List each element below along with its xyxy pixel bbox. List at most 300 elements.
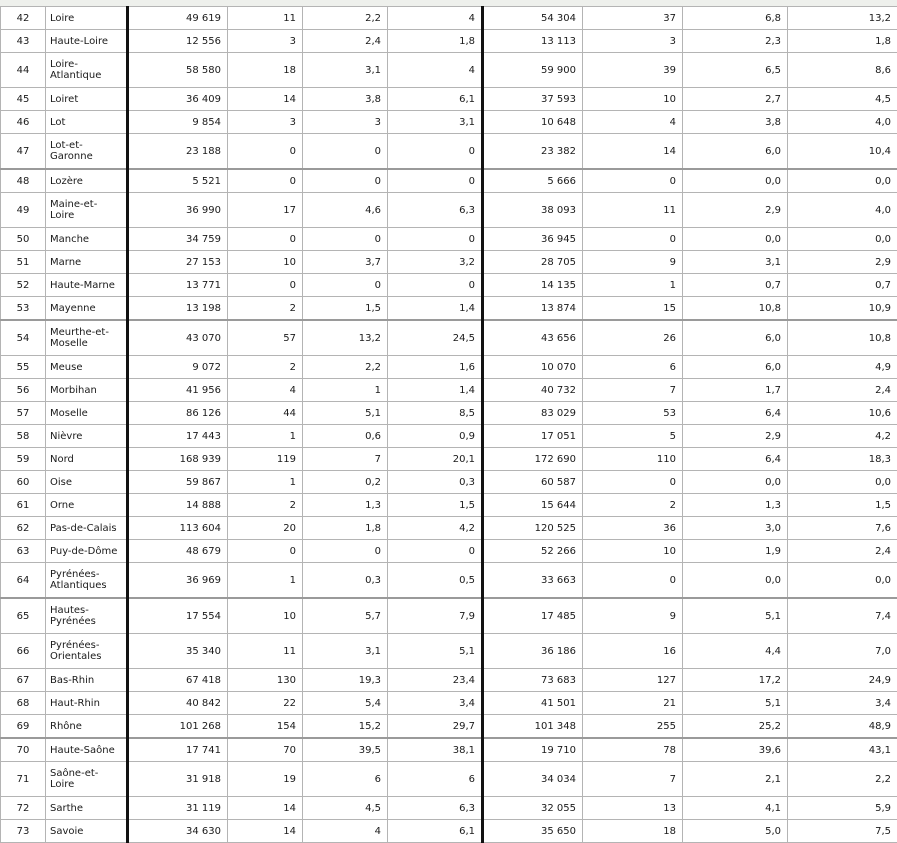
count-b-cell: 36 bbox=[583, 517, 683, 540]
rate-a2-cell: 6,3 bbox=[388, 797, 483, 820]
value-b-cell: 10 070 bbox=[483, 356, 583, 379]
rate-b2-cell: 2,2 bbox=[788, 762, 897, 797]
rate-a-cell: 1,3 bbox=[303, 494, 388, 517]
value-a-cell: 59 867 bbox=[128, 471, 228, 494]
table-row bbox=[1, 356, 897, 379]
rate-a2-cell: 0 bbox=[388, 274, 483, 297]
rate-b-cell: 17,2 bbox=[683, 669, 788, 692]
dept-name-cell: Meuse bbox=[46, 356, 128, 379]
value-a-cell: 36 990 bbox=[128, 193, 228, 228]
value-b-cell: 17 051 bbox=[483, 425, 583, 448]
rate-b2-cell: 13,2 bbox=[788, 7, 897, 30]
rate-a2-cell: 6,1 bbox=[388, 88, 483, 111]
value-a-cell: 40 842 bbox=[128, 692, 228, 715]
rate-a-cell: 0 bbox=[303, 134, 388, 170]
count-b-cell: 16 bbox=[583, 634, 683, 669]
rate-a2-cell: 6,3 bbox=[388, 193, 483, 228]
dept-code-cell: 58 bbox=[1, 425, 46, 448]
rate-b2-cell: 4,5 bbox=[788, 88, 897, 111]
dept-name-cell: Saône-et-Loire bbox=[46, 762, 128, 797]
value-a-cell: 36 969 bbox=[128, 563, 228, 599]
value-a-cell: 23 188 bbox=[128, 134, 228, 170]
table-row bbox=[1, 669, 897, 692]
dept-name-cell: Mayenne bbox=[46, 297, 128, 321]
table-row bbox=[1, 251, 897, 274]
rate-b-cell: 6,8 bbox=[683, 7, 788, 30]
count-b-cell: 0 bbox=[583, 228, 683, 251]
count-a-cell: 20 bbox=[228, 517, 303, 540]
rate-a2-cell: 7,9 bbox=[388, 598, 483, 634]
count-b-cell: 9 bbox=[583, 598, 683, 634]
rate-a2-cell: 1,5 bbox=[388, 494, 483, 517]
value-b-cell: 120 525 bbox=[483, 517, 583, 540]
table-row bbox=[1, 193, 897, 228]
rate-a-cell: 4,5 bbox=[303, 797, 388, 820]
value-a-cell: 14 888 bbox=[128, 494, 228, 517]
count-a-cell: 0 bbox=[228, 169, 303, 193]
value-b-cell: 40 732 bbox=[483, 379, 583, 402]
rate-b2-cell: 48,9 bbox=[788, 715, 897, 739]
value-b-cell: 73 683 bbox=[483, 669, 583, 692]
count-b-cell: 15 bbox=[583, 297, 683, 321]
value-b-cell: 13 113 bbox=[483, 30, 583, 53]
table-body bbox=[1, 7, 897, 843]
rate-a2-cell: 0 bbox=[388, 540, 483, 563]
rate-a2-cell: 1,4 bbox=[388, 297, 483, 321]
dept-code-cell: 71 bbox=[1, 762, 46, 797]
rate-a-cell: 3,7 bbox=[303, 251, 388, 274]
dept-name-cell: Loire bbox=[46, 7, 128, 30]
count-a-cell: 22 bbox=[228, 692, 303, 715]
count-b-cell: 255 bbox=[583, 715, 683, 739]
count-b-cell: 7 bbox=[583, 379, 683, 402]
value-a-cell: 27 153 bbox=[128, 251, 228, 274]
count-b-cell: 26 bbox=[583, 320, 683, 356]
rate-a-cell: 4,6 bbox=[303, 193, 388, 228]
dept-code-cell: 45 bbox=[1, 88, 46, 111]
rate-a-cell: 15,2 bbox=[303, 715, 388, 739]
rate-b2-cell: 7,4 bbox=[788, 598, 897, 634]
dept-code-cell: 65 bbox=[1, 598, 46, 634]
dept-code-cell: 63 bbox=[1, 540, 46, 563]
table-row bbox=[1, 738, 897, 762]
rate-b2-cell: 4,0 bbox=[788, 193, 897, 228]
dept-code-cell: 46 bbox=[1, 111, 46, 134]
dept-name-cell: Oise bbox=[46, 471, 128, 494]
value-a-cell: 17 741 bbox=[128, 738, 228, 762]
count-a-cell: 14 bbox=[228, 88, 303, 111]
rate-b2-cell: 1,5 bbox=[788, 494, 897, 517]
dept-name-cell: Lot bbox=[46, 111, 128, 134]
rate-b2-cell: 1,8 bbox=[788, 30, 897, 53]
count-a-cell: 119 bbox=[228, 448, 303, 471]
value-b-cell: 17 485 bbox=[483, 598, 583, 634]
rate-a2-cell: 5,1 bbox=[388, 634, 483, 669]
rate-b2-cell: 10,8 bbox=[788, 320, 897, 356]
dept-name-cell: Pyrénées-Atlantiques bbox=[46, 563, 128, 599]
value-b-cell: 41 501 bbox=[483, 692, 583, 715]
rate-a-cell: 3,1 bbox=[303, 53, 388, 88]
count-a-cell: 0 bbox=[228, 134, 303, 170]
dept-name-cell: Maine-et-Loire bbox=[46, 193, 128, 228]
rate-b2-cell: 2,4 bbox=[788, 540, 897, 563]
rate-b-cell: 0,0 bbox=[683, 228, 788, 251]
count-b-cell: 10 bbox=[583, 88, 683, 111]
rate-b2-cell: 4,2 bbox=[788, 425, 897, 448]
count-b-cell: 18 bbox=[583, 820, 683, 843]
dept-code-cell: 66 bbox=[1, 634, 46, 669]
count-b-cell: 11 bbox=[583, 193, 683, 228]
rate-a2-cell: 20,1 bbox=[388, 448, 483, 471]
rate-a2-cell: 0 bbox=[388, 134, 483, 170]
dept-name-cell: Orne bbox=[46, 494, 128, 517]
rate-a2-cell: 38,1 bbox=[388, 738, 483, 762]
count-a-cell: 11 bbox=[228, 7, 303, 30]
value-b-cell: 36 186 bbox=[483, 634, 583, 669]
rate-b-cell: 0,0 bbox=[683, 169, 788, 193]
dept-code-cell: 52 bbox=[1, 274, 46, 297]
rate-b-cell: 0,7 bbox=[683, 274, 788, 297]
value-a-cell: 113 604 bbox=[128, 517, 228, 540]
rate-a-cell: 6 bbox=[303, 762, 388, 797]
count-a-cell: 1 bbox=[228, 563, 303, 599]
rate-b2-cell: 10,6 bbox=[788, 402, 897, 425]
count-a-cell: 4 bbox=[228, 379, 303, 402]
rate-b-cell: 10,8 bbox=[683, 297, 788, 321]
count-a-cell: 1 bbox=[228, 425, 303, 448]
rate-b-cell: 5,1 bbox=[683, 598, 788, 634]
value-a-cell: 5 521 bbox=[128, 169, 228, 193]
rate-b2-cell: 0,0 bbox=[788, 471, 897, 494]
dept-name-cell: Hautes-Pyrénées bbox=[46, 598, 128, 634]
count-b-cell: 0 bbox=[583, 169, 683, 193]
rate-b-cell: 1,7 bbox=[683, 379, 788, 402]
value-b-cell: 13 874 bbox=[483, 297, 583, 321]
rate-b2-cell: 4,9 bbox=[788, 356, 897, 379]
rate-b2-cell: 10,4 bbox=[788, 134, 897, 170]
dept-code-cell: 49 bbox=[1, 193, 46, 228]
dept-code-cell: 72 bbox=[1, 797, 46, 820]
rate-a-cell: 13,2 bbox=[303, 320, 388, 356]
value-a-cell: 17 554 bbox=[128, 598, 228, 634]
value-a-cell: 48 679 bbox=[128, 540, 228, 563]
table-row bbox=[1, 471, 897, 494]
dept-code-cell: 47 bbox=[1, 134, 46, 170]
table-row bbox=[1, 228, 897, 251]
rate-a-cell: 1,5 bbox=[303, 297, 388, 321]
table-row bbox=[1, 797, 897, 820]
dept-code-cell: 57 bbox=[1, 402, 46, 425]
value-a-cell: 13 771 bbox=[128, 274, 228, 297]
value-a-cell: 43 070 bbox=[128, 320, 228, 356]
count-b-cell: 10 bbox=[583, 540, 683, 563]
value-a-cell: 34 759 bbox=[128, 228, 228, 251]
rate-a-cell: 1 bbox=[303, 379, 388, 402]
rate-b2-cell: 8,6 bbox=[788, 53, 897, 88]
count-a-cell: 18 bbox=[228, 53, 303, 88]
count-b-cell: 6 bbox=[583, 356, 683, 379]
value-a-cell: 31 119 bbox=[128, 797, 228, 820]
value-b-cell: 5 666 bbox=[483, 169, 583, 193]
rate-b-cell: 2,3 bbox=[683, 30, 788, 53]
table-row bbox=[1, 425, 897, 448]
dept-code-cell: 67 bbox=[1, 669, 46, 692]
rate-a2-cell: 6,1 bbox=[388, 820, 483, 843]
rate-b2-cell: 4,0 bbox=[788, 111, 897, 134]
value-b-cell: 28 705 bbox=[483, 251, 583, 274]
count-a-cell: 2 bbox=[228, 494, 303, 517]
rate-a2-cell: 3,2 bbox=[388, 251, 483, 274]
rate-a2-cell: 0 bbox=[388, 228, 483, 251]
rate-b-cell: 0,0 bbox=[683, 563, 788, 599]
dept-name-cell: Loire-Atlantique bbox=[46, 53, 128, 88]
value-a-cell: 12 556 bbox=[128, 30, 228, 53]
rate-b2-cell: 2,4 bbox=[788, 379, 897, 402]
rate-b-cell: 2,9 bbox=[683, 193, 788, 228]
count-b-cell: 21 bbox=[583, 692, 683, 715]
rate-a2-cell: 4 bbox=[388, 7, 483, 30]
dept-code-cell: 69 bbox=[1, 715, 46, 739]
value-a-cell: 86 126 bbox=[128, 402, 228, 425]
dept-name-cell: Morbihan bbox=[46, 379, 128, 402]
rate-b-cell: 0,0 bbox=[683, 471, 788, 494]
count-a-cell: 10 bbox=[228, 598, 303, 634]
dept-name-cell: Savoie bbox=[46, 820, 128, 843]
dept-code-cell: 48 bbox=[1, 169, 46, 193]
table-row bbox=[1, 715, 897, 739]
count-a-cell: 19 bbox=[228, 762, 303, 797]
table-row bbox=[1, 274, 897, 297]
value-b-cell: 38 093 bbox=[483, 193, 583, 228]
rate-a2-cell: 4,2 bbox=[388, 517, 483, 540]
value-b-cell: 59 900 bbox=[483, 53, 583, 88]
rate-b2-cell: 0,0 bbox=[788, 563, 897, 599]
count-b-cell: 0 bbox=[583, 471, 683, 494]
value-a-cell: 31 918 bbox=[128, 762, 228, 797]
rate-a-cell: 0,2 bbox=[303, 471, 388, 494]
count-a-cell: 10 bbox=[228, 251, 303, 274]
count-a-cell: 130 bbox=[228, 669, 303, 692]
count-a-cell: 3 bbox=[228, 111, 303, 134]
rate-a-cell: 4 bbox=[303, 820, 388, 843]
rate-a-cell: 3,1 bbox=[303, 634, 388, 669]
count-b-cell: 14 bbox=[583, 134, 683, 170]
rate-b-cell: 39,6 bbox=[683, 738, 788, 762]
dept-name-cell: Haute-Saône bbox=[46, 738, 128, 762]
rate-b-cell: 4,1 bbox=[683, 797, 788, 820]
rate-a-cell: 3,8 bbox=[303, 88, 388, 111]
rate-b-cell: 5,0 bbox=[683, 820, 788, 843]
count-a-cell: 154 bbox=[228, 715, 303, 739]
value-b-cell: 10 648 bbox=[483, 111, 583, 134]
value-a-cell: 36 409 bbox=[128, 88, 228, 111]
count-b-cell: 9 bbox=[583, 251, 683, 274]
rate-b2-cell: 3,4 bbox=[788, 692, 897, 715]
rate-b-cell: 6,0 bbox=[683, 320, 788, 356]
rate-a-cell: 3 bbox=[303, 111, 388, 134]
dept-code-cell: 51 bbox=[1, 251, 46, 274]
value-a-cell: 34 630 bbox=[128, 820, 228, 843]
value-a-cell: 13 198 bbox=[128, 297, 228, 321]
rate-b-cell: 3,8 bbox=[683, 111, 788, 134]
rate-b2-cell: 7,6 bbox=[788, 517, 897, 540]
table-row bbox=[1, 320, 897, 356]
rate-b2-cell: 10,9 bbox=[788, 297, 897, 321]
rate-b-cell: 5,1 bbox=[683, 692, 788, 715]
rate-b-cell: 6,5 bbox=[683, 53, 788, 88]
rate-b-cell: 25,2 bbox=[683, 715, 788, 739]
rate-b-cell: 6,0 bbox=[683, 356, 788, 379]
rate-b-cell: 4,4 bbox=[683, 634, 788, 669]
dept-name-cell: Haut-Rhin bbox=[46, 692, 128, 715]
value-b-cell: 15 644 bbox=[483, 494, 583, 517]
rate-b-cell: 2,9 bbox=[683, 425, 788, 448]
dept-name-cell: Pyrénées-Orientales bbox=[46, 634, 128, 669]
rate-a2-cell: 23,4 bbox=[388, 669, 483, 692]
value-a-cell: 17 443 bbox=[128, 425, 228, 448]
value-b-cell: 34 034 bbox=[483, 762, 583, 797]
table-row bbox=[1, 762, 897, 797]
table-row bbox=[1, 379, 897, 402]
count-b-cell: 78 bbox=[583, 738, 683, 762]
count-b-cell: 3 bbox=[583, 30, 683, 53]
dept-code-cell: 62 bbox=[1, 517, 46, 540]
rate-a-cell: 0,3 bbox=[303, 563, 388, 599]
value-b-cell: 101 348 bbox=[483, 715, 583, 739]
rate-a-cell: 0 bbox=[303, 169, 388, 193]
dept-code-cell: 70 bbox=[1, 738, 46, 762]
dept-code-cell: 68 bbox=[1, 692, 46, 715]
count-a-cell: 0 bbox=[228, 540, 303, 563]
table-row bbox=[1, 134, 897, 170]
rate-a-cell: 7 bbox=[303, 448, 388, 471]
value-b-cell: 19 710 bbox=[483, 738, 583, 762]
rate-b-cell: 6,4 bbox=[683, 402, 788, 425]
count-a-cell: 14 bbox=[228, 820, 303, 843]
table-row bbox=[1, 820, 897, 843]
value-a-cell: 9 854 bbox=[128, 111, 228, 134]
table-row bbox=[1, 540, 897, 563]
value-a-cell: 67 418 bbox=[128, 669, 228, 692]
table-row bbox=[1, 297, 897, 321]
count-b-cell: 127 bbox=[583, 669, 683, 692]
rate-a2-cell: 0,9 bbox=[388, 425, 483, 448]
rate-b2-cell: 5,9 bbox=[788, 797, 897, 820]
count-b-cell: 1 bbox=[583, 274, 683, 297]
rate-b2-cell: 24,9 bbox=[788, 669, 897, 692]
dept-name-cell: Lot-et-Garonne bbox=[46, 134, 128, 170]
value-a-cell: 9 072 bbox=[128, 356, 228, 379]
dept-code-cell: 50 bbox=[1, 228, 46, 251]
rate-a2-cell: 1,6 bbox=[388, 356, 483, 379]
count-a-cell: 2 bbox=[228, 297, 303, 321]
dept-code-cell: 73 bbox=[1, 820, 46, 843]
table-row bbox=[1, 692, 897, 715]
dept-code-cell: 60 bbox=[1, 471, 46, 494]
count-b-cell: 39 bbox=[583, 53, 683, 88]
departments-table bbox=[0, 6, 897, 843]
table-row bbox=[1, 30, 897, 53]
dept-code-cell: 56 bbox=[1, 379, 46, 402]
value-b-cell: 35 650 bbox=[483, 820, 583, 843]
rate-a2-cell: 24,5 bbox=[388, 320, 483, 356]
value-b-cell: 33 663 bbox=[483, 563, 583, 599]
count-a-cell: 14 bbox=[228, 797, 303, 820]
rate-b-cell: 2,1 bbox=[683, 762, 788, 797]
table-row bbox=[1, 169, 897, 193]
rate-b-cell: 1,9 bbox=[683, 540, 788, 563]
rate-a-cell: 0 bbox=[303, 274, 388, 297]
rate-a2-cell: 1,4 bbox=[388, 379, 483, 402]
dept-name-cell: Marne bbox=[46, 251, 128, 274]
rate-b2-cell: 18,3 bbox=[788, 448, 897, 471]
value-b-cell: 23 382 bbox=[483, 134, 583, 170]
table-row bbox=[1, 88, 897, 111]
table-row bbox=[1, 598, 897, 634]
count-b-cell: 5 bbox=[583, 425, 683, 448]
count-a-cell: 70 bbox=[228, 738, 303, 762]
rate-a-cell: 2,2 bbox=[303, 7, 388, 30]
rate-a2-cell: 0 bbox=[388, 169, 483, 193]
table-row bbox=[1, 53, 897, 88]
rate-b2-cell: 2,9 bbox=[788, 251, 897, 274]
dept-name-cell: Bas-Rhin bbox=[46, 669, 128, 692]
rate-a2-cell: 1,8 bbox=[388, 30, 483, 53]
table-row bbox=[1, 111, 897, 134]
rate-b2-cell: 0,0 bbox=[788, 228, 897, 251]
dept-code-cell: 44 bbox=[1, 53, 46, 88]
rate-b2-cell: 7,0 bbox=[788, 634, 897, 669]
dept-name-cell: Meurthe-et-Moselle bbox=[46, 320, 128, 356]
value-b-cell: 83 029 bbox=[483, 402, 583, 425]
dept-name-cell: Lozère bbox=[46, 169, 128, 193]
value-a-cell: 35 340 bbox=[128, 634, 228, 669]
dept-code-cell: 59 bbox=[1, 448, 46, 471]
count-b-cell: 110 bbox=[583, 448, 683, 471]
rate-a-cell: 2,2 bbox=[303, 356, 388, 379]
count-a-cell: 2 bbox=[228, 356, 303, 379]
rate-a-cell: 5,7 bbox=[303, 598, 388, 634]
rate-a2-cell: 8,5 bbox=[388, 402, 483, 425]
dept-name-cell: Nord bbox=[46, 448, 128, 471]
dept-code-cell: 55 bbox=[1, 356, 46, 379]
count-a-cell: 44 bbox=[228, 402, 303, 425]
rate-a-cell: 2,4 bbox=[303, 30, 388, 53]
table-row bbox=[1, 563, 897, 599]
count-a-cell: 1 bbox=[228, 471, 303, 494]
rate-a-cell: 5,4 bbox=[303, 692, 388, 715]
dept-name-cell: Rhône bbox=[46, 715, 128, 739]
count-b-cell: 0 bbox=[583, 563, 683, 599]
count-b-cell: 2 bbox=[583, 494, 683, 517]
value-a-cell: 168 939 bbox=[128, 448, 228, 471]
rate-a-cell: 1,8 bbox=[303, 517, 388, 540]
rate-b2-cell: 0,7 bbox=[788, 274, 897, 297]
value-b-cell: 14 135 bbox=[483, 274, 583, 297]
count-a-cell: 17 bbox=[228, 193, 303, 228]
value-b-cell: 43 656 bbox=[483, 320, 583, 356]
rate-a2-cell: 0,3 bbox=[388, 471, 483, 494]
count-b-cell: 4 bbox=[583, 111, 683, 134]
count-a-cell: 57 bbox=[228, 320, 303, 356]
rate-b-cell: 6,4 bbox=[683, 448, 788, 471]
table-row bbox=[1, 634, 897, 669]
dept-code-cell: 43 bbox=[1, 30, 46, 53]
table-row bbox=[1, 517, 897, 540]
rate-b-cell: 2,7 bbox=[683, 88, 788, 111]
value-b-cell: 52 266 bbox=[483, 540, 583, 563]
dept-name-cell: Puy-de-Dôme bbox=[46, 540, 128, 563]
